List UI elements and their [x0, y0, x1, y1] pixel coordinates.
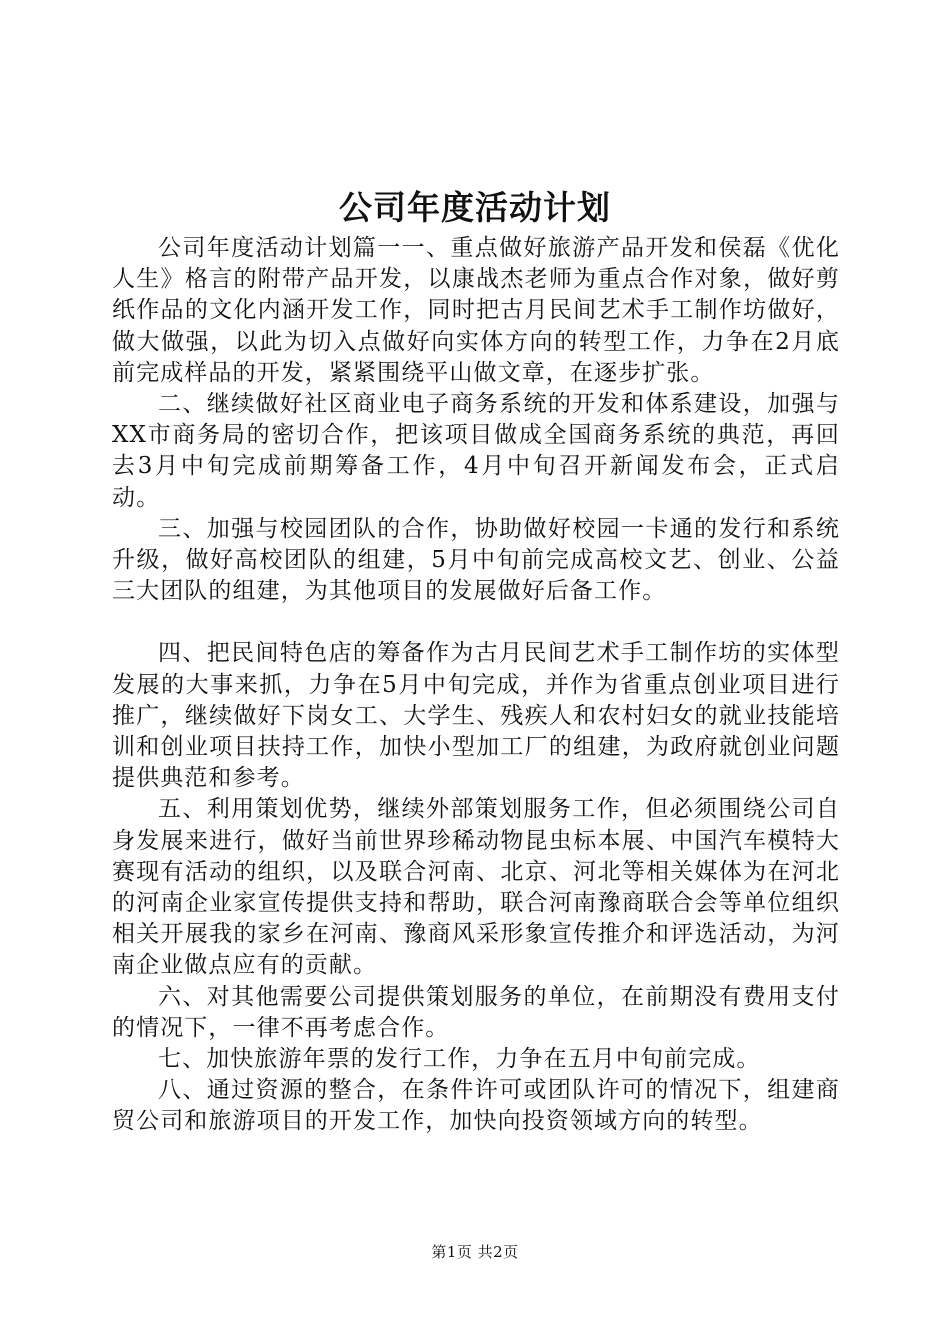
paragraph-8: 八、通过资源的整合，在条件许可或团队许可的情况下，组建商贸公司和旅游项目的开发工作，加快向投资领域方向的转型。 — [112, 1077, 840, 1135]
paragraph-6: 六、对其他需要公司提供策划服务的单位，在前期没有费用支付的情况下，一律不再考虑合作。 — [112, 983, 840, 1041]
paragraph-4: 四、把民间特色店的筹备作为古月民间艺术手工制作坊的实体型发展的大事来抓，力争在5月中旬完成，并作为省重点创业项目进行推广，继续做好下岗女工、大学生、残疾人和农村妇女的就业技能培训和创业项目扶持工作，加快小型加工厂的组建，为政府就创业问题提供典范和参考。 — [112, 640, 840, 792]
document-body — [112, 233, 840, 1138]
paragraph-gap — [112, 607, 840, 638]
document-title: 公司年度活动计划 — [339, 188, 611, 227]
page-number-footer: 第1页 共2页 — [431, 1243, 519, 1261]
paragraph-2: 二、继续做好社区商业电子商务系统的开发和体系建设，加强与XX市商务局的密切合作，把该项目做成全国商务系统的典范，再回去3月中旬完成前期筹备工作，4月中旬召开新闻发布会，正式启动。 — [112, 391, 840, 511]
paragraph-5: 五、利用策划优势，继续外部策划服务工作，但必须围绕公司自身发展来进行，做好当前世界珍稀动物昆虫标本展、中国汽车模特大赛现有活动的组织，以及联合河南、北京、河北等相关媒体为在河北的河南企业家宣传提供支持和帮助，联合河南豫商联合会等单位组织相关开展我的家乡在河南、豫商风采形象宣传推介和评选活动，为河南企业做点应有的贡献。 — [112, 796, 840, 979]
paragraph-3: 三、加强与校园团队的合作，协助做好校园一卡通的发行和系统升级，做好高校团队的组建，5月中旬前完成高校文艺、创业、公益三大团队的组建，为其他项目的发展做好后备工作。 — [112, 515, 840, 605]
paragraph-7: 七、加快旅游年票的发行工作，力争在五月中旬前完成。 — [158, 1046, 761, 1073]
paragraph-1: 公司年度活动计划篇一一、重点做好旅游产品开发和侯磊《优化人生》格言的附带产品开发，以康战杰老师为重点合作对象，做好剪纸作品的文化内涵开发工作，同时把古月民间艺术手工制作坊做好，做大做强，以此为切入点做好向实体方向的转型工作，力争在2月底前完成样品的开发，紧紧围绕平山做文章，在逐步扩张。 — [112, 235, 840, 386]
